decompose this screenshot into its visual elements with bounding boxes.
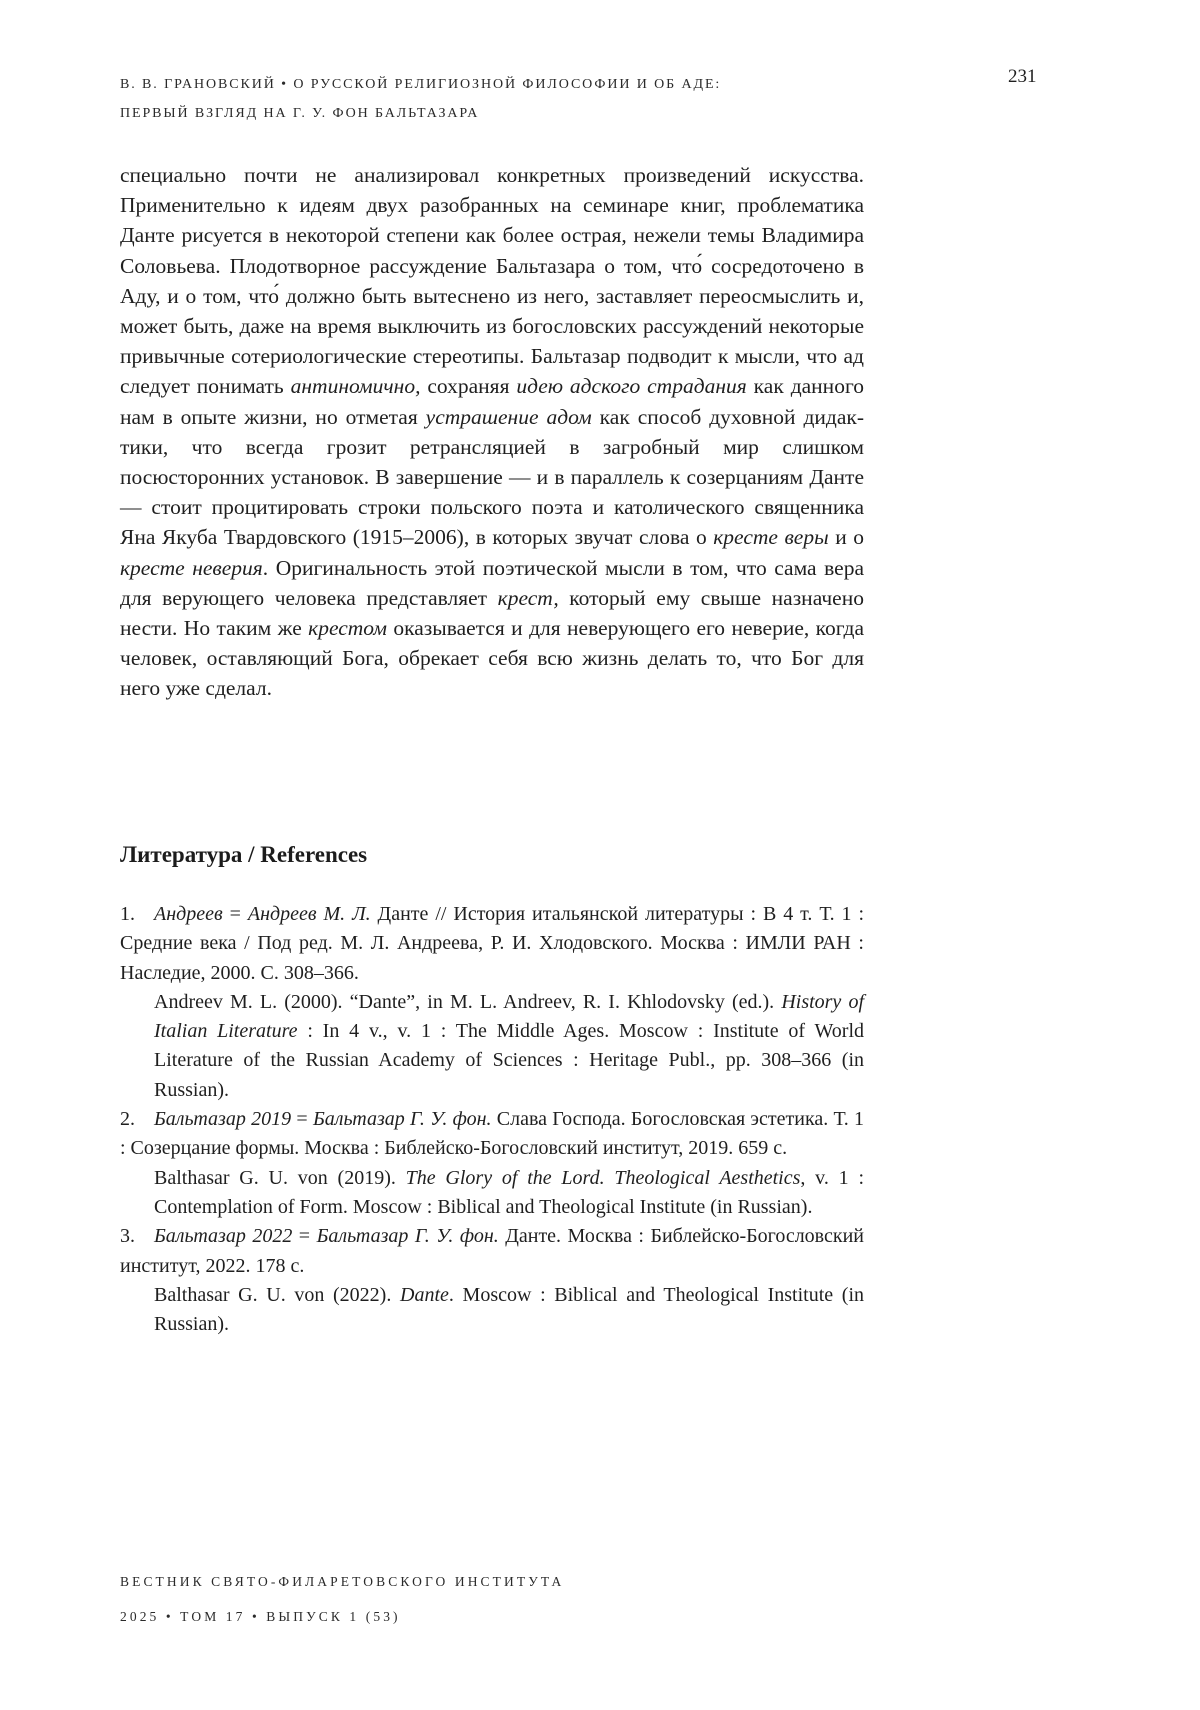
running-header-line2: ПЕРВЫЙ ВЗГЛЯД НА Г. У. ФОН БАЛЬТАЗАРА <box>120 106 480 121</box>
reference-citation-en: Balthasar G. U. von (2019). The Glory of the Lord. Theological Aesthetics, v. 1 : Contemplation of Form. Moscow : Biblical and Theological Institute (in Russian). <box>154 1166 865 1218</box>
reference-number: 3. <box>120 1225 135 1248</box>
reference-citation-ru <box>120 1222 864 1281</box>
reference-citation-en: Andreev M. L. (2000). “Dante”, in M. L. Andreev, R. I. Khlodovsky (ed.). History of Italian Literature : In 4 v., v. 1 : The Middle Ages. Moscow : Institute of World Literature of the Russian Academy of Sciences : Heritage Publ., pp. 308–366 (in Russian). <box>154 990 865 1101</box>
reference-item <box>120 1105 864 1222</box>
running-header <box>120 70 900 128</box>
body-paragraph: специально почти не анализировал конкретных произведений искусства. Применительно к идеям двух разобранных на семинаре книг, проблематика Данте рисуется в некоторой степени как более острая, нежели темы Владимира Соловьева. Плодотворное рассуждение Бальтазара о том, что́ сосредоточено в Аду, и о том, что́ должно быть вытеснено из него, заставляет переосмыслить и, может быть, даже на время выключить из богословских рассуждений некоторые привычные сотериологические стереотипы. Бальтазар подводит к мысли, что ад следует понимать антиномично, сохраняя идею адского страдания как данного нам в опыте жизни, но отметая устрашение адом как способ духовной дидактики, что всегда грозит ретрансляцией в загробный мир слишком посюсторонних установок. В завершение — и в параллель к созерцаниям Данте — стоит процитировать строки польского поэта и католического священника Яна Якуба Твардовского (1915–2006), в которых звучат слова о кресте веры и о кресте неверия. Оригинальность этой поэтической мысли в том, что сама вера для верующего человека представляет крест, который ему свыше назначено нести. Но таким же крестом оказывается и для неверующего его неверие, когда человек, оставляющий Бога, обрекает себя всю жизнь делать то, что Бог для него уже сделал. <box>120 163 864 701</box>
reference-number: 1. <box>120 903 135 925</box>
reference-text-ru: Андреев = Андреев М. Л. Данте // История итальянской литературы : В 4 т. Т. 1 : Средние века / Под ред. М. Л. Андреева, Р. И. Хлодовского. Москва : ИМЛИ РАН : Наследие, 2000. С. 308–366. <box>120 903 864 984</box>
references-list <box>120 900 864 1339</box>
reference-item <box>120 1222 864 1339</box>
reference-citation-en: Balthasar G. U. von (2022). Dante. Moscow : Biblical and Theological Institute (in Russian). <box>154 1283 865 1336</box>
reference-citation-ru <box>120 1105 864 1164</box>
page-number: 231 <box>1008 66 1037 87</box>
reference-number: 2. <box>120 1108 135 1131</box>
footer-issue-info: 2025 • ТОМ 17 • ВЫПУСК 1 (53) <box>120 1609 401 1624</box>
page-footer <box>120 1564 564 1634</box>
reference-text-ru: Бальтазар 2019 = Бальтазар Г. У. фон. Слава Господа. Богословская эстетика. Т. 1 : Созерцание формы. Москва : Библейско-Богословский институт, 2019. 659 с. <box>120 1108 864 1160</box>
reference-text-ru: Бальтазар 2022 = Бальтазар Г. У. фон. Данте. Москва : Библейско-Богословский институт, 2022. 178 с. <box>120 1225 864 1277</box>
footer-journal-name: ВЕСТНИК СВЯТО-ФИЛАРЕТОВСКОГО ИНСТИТУТА <box>120 1574 565 1589</box>
reference-citation-ru <box>120 900 864 988</box>
references-heading: Литература / References <box>120 842 368 867</box>
reference-item <box>120 900 864 1105</box>
running-header-line1: В. В. ГРАНОВСКИЙ • О РУССКОЙ РЕЛИГИОЗНОЙ ФИЛОСОФИИ И ОБ АДЕ: <box>120 77 722 92</box>
